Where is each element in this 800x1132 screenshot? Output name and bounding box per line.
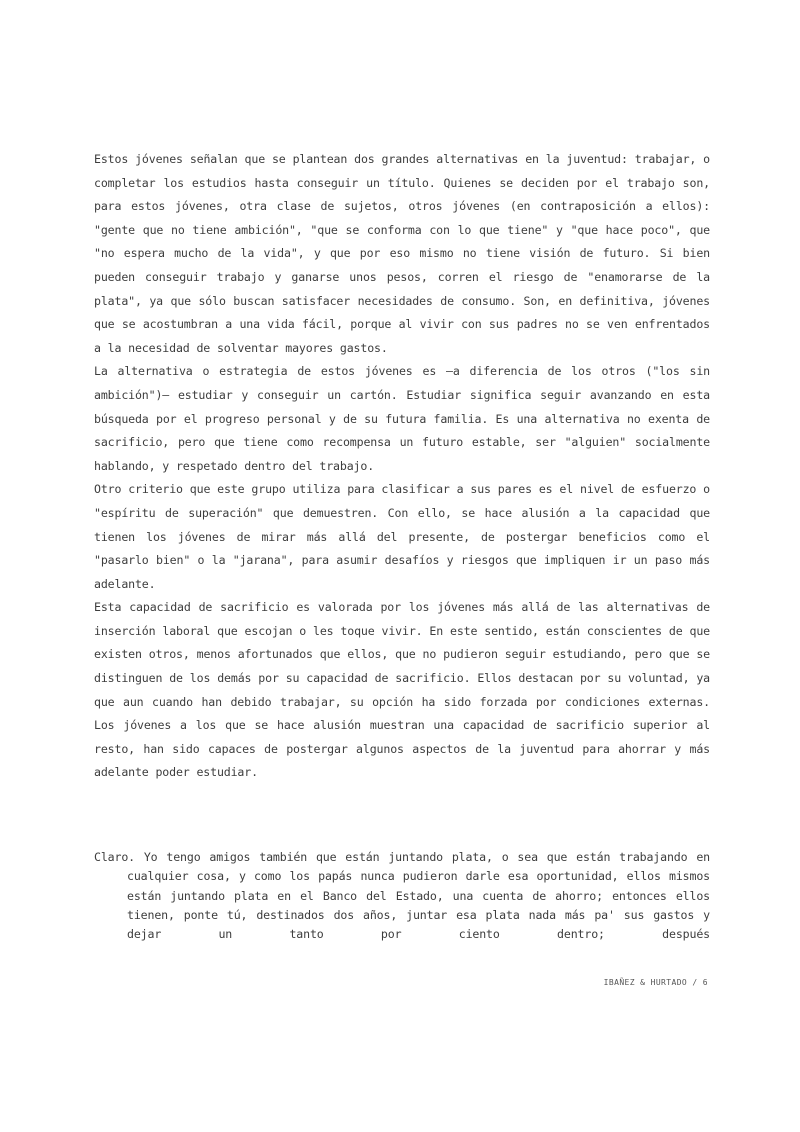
paragraph-4: Esta capacidad de sacrificio es valorada por los jóvenes más allá de las alternativas de inserción laboral que escojan o les toque vivir. En este sentido, están conscientes de que existen otros, menos afortunados que ellos, que no pudieron seguir estudiando, pero que se distinguen de los demás por su capacidad de sacrificio. Ellos destacan por su voluntad, ya que aun cuando han debido trabajar, su opción ha sido forzada por condiciones externas. Los jóvenes a los que se hace alusión muestran una capacidad de sacrificio superior al resto, han sido capaces de postergar algunos aspectos de la juventud para ahorrar y más adelante poder estudiar.	[94, 600, 710, 780]
paragraph-1: Estos jóvenes señalan que se plantean dos grandes alternativas en la juventud: trabajar, o completar los estudios hasta conseguir un título. Quienes se deciden por el trabajo son, para estos jóvenes, otra clase de sujetos, otros jóvenes (en contraposición a ellos): "gente que no tiene ambición", "que se conforma con lo que tiene" y "que hace poco", que "no espera mucho de la vida", y que por eso mismo no tiene visión de futuro. Si bien pueden conseguir trabajo y ganarse unos pesos, corren el riesgo de "enamorarse de la plata", ya que sólo buscan satisfacer necesidades de consumo. Son, en definitiva, jóvenes que se acostumbran a una vida fácil, porque al vivir con sus padres no se ven enfrentados a la necesidad de solventar mayores gastos.	[94, 152, 710, 355]
interview-quote: Claro. Yo tengo amigos también que están juntando plata, o sea que están trabajando en cualquier cosa, y como los papás nunca pudieron darle esa oportunidad, ellos mismos están juntando plata en el Banco del Estado, una cuenta de ahorro; entonces ellos tienen, ponte tú, destinados dos años, juntar esa plata nada más pa' sus gastos y dejar un tanto por ciento dentro; después	[94, 850, 710, 942]
paragraph-2: La alternativa o estrategia de estos jóvenes es —a diferencia de los otros ("los sin ambición")— estudiar y conseguir un cartón. Estudiar significa seguir avanzando en esta búsqueda por el progreso personal y de su futura familia. Es una alternativa no exenta de sacrificio, pero que tiene como recompensa un futuro estable, ser "alguien" socialmente hablando, y respetado dentro del trabajo.	[94, 364, 710, 473]
body-text	[94, 148, 710, 785]
paragraph-3: Otro criterio que este grupo utiliza para clasificar a sus pares es el nivel de esfuerzo o "espíritu de superación" que demuestren. Con ello, se hace alusión a la capacidad que tienen los jóvenes de mirar más allá del presente, de postergar beneficios como el "pasarlo bien" o la "jarana", para asumir desafíos y riesgos que impliquen ir un paso más adelante.	[94, 482, 710, 591]
page-footer: IBAÑEZ & HURTADO / 6	[603, 978, 708, 987]
